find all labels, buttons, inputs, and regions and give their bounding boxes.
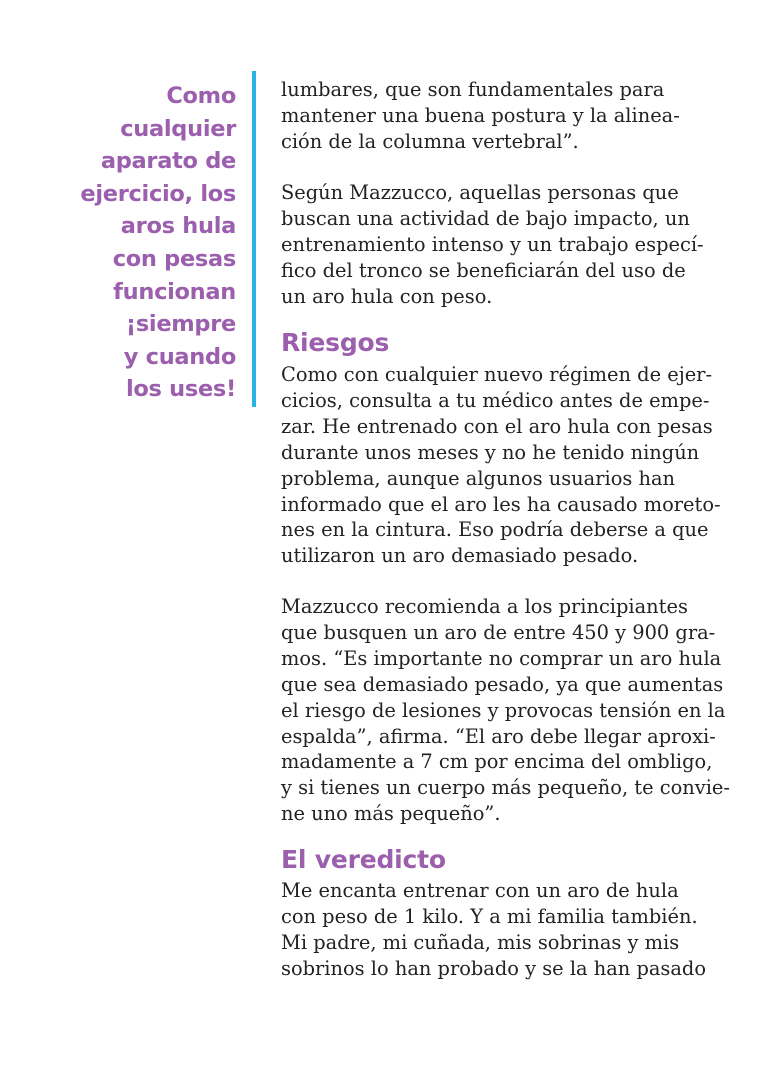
paragraph-mazzucco-recomienda: [281, 594, 730, 827]
text-line: cicios, consulta a tu médico antes de empe-: [281, 388, 710, 412]
text-line: ne uno más pequeño”.: [281, 802, 501, 826]
pull-quote-line: y cuando: [123, 343, 236, 370]
text-line: espalda”, afirma. “El aro debe llegar aproxi-: [281, 724, 716, 748]
pull-quote-divider: [252, 71, 256, 407]
pull-quote-line: ejercicio, los: [80, 180, 236, 207]
text-line: Según Mazzucco, aquellas personas que: [281, 181, 679, 204]
paragraph-segun-mazzucco: [281, 180, 704, 310]
pull-quote-line: aros hula: [120, 213, 236, 240]
pull-quote-line: funcionan: [113, 278, 236, 305]
text-line: ción de la columna vertebral”.: [281, 129, 579, 153]
text-line: con peso de 1 kilo. Y a mi familia también.: [281, 904, 698, 928]
text-line: Me encanta entrenar con un aro de hula: [281, 879, 679, 902]
heading-riesgos: Riesgos: [281, 328, 390, 357]
text-line: lumbares, que son fundamentales para: [281, 78, 665, 101]
text-line: sobrinos lo han probado y se la han pasado: [281, 956, 707, 980]
text-line: informado que el aro les ha causado moreto-: [281, 492, 721, 516]
text-line: buscan una actividad de bajo impacto, un: [281, 206, 690, 230]
heading-el-veredicto: El veredicto: [281, 845, 446, 874]
text-line: durante unos meses y no he tenido ningún: [281, 440, 700, 464]
paragraph-veredicto: [281, 878, 706, 982]
text-line: nes en la cintura. Eso podría deberse a que: [281, 518, 709, 542]
text-line: y si tienes un cuerpo más pequeño, te convie-: [281, 776, 730, 800]
text-line: fico del tronco se beneficiarán del uso de: [281, 258, 686, 282]
pull-quote-line: aparato de: [100, 148, 236, 175]
text-line: zar. He entrenado con el aro hula con pesas: [281, 414, 713, 438]
text-line: el riesgo de lesiones y provocas tensión en la: [281, 698, 726, 722]
text-line: Mi padre, mi cuñada, mis sobrinas y mis: [281, 930, 680, 954]
paragraph-lumbares: [281, 77, 680, 155]
text-line: utilizaron un aro demasiado pesado.: [281, 544, 639, 568]
text-line: madamente a 7 cm por encima del ombligo,: [281, 750, 713, 774]
text-line: que busquen un aro de entre 450 y 900 gra-: [281, 620, 716, 644]
pull-quote-line: ¡siempre: [125, 311, 236, 338]
text-line: Mazzucco recomienda a los principiantes: [281, 595, 688, 618]
text-line: mantener una buena postura y la alinea-: [281, 103, 680, 127]
text-line: que sea demasiado pesado, ya que aumentas: [281, 672, 724, 696]
pull-quote-line: con pesas: [112, 245, 236, 272]
pull-quote: [60, 80, 236, 406]
text-line: entrenamiento intenso y un trabajo especí-: [281, 232, 704, 256]
pull-quote-line: los uses!: [125, 376, 236, 403]
text-line: un aro hula con peso.: [281, 284, 493, 308]
text-line: mos. “Es importante no comprar un aro hula: [281, 646, 722, 670]
paragraph-riesgos: [281, 362, 721, 569]
pull-quote-line: Como: [166, 83, 236, 109]
text-line: Como con cualquier nuevo régimen de ejer-: [281, 363, 712, 386]
pull-quote-line: cualquier: [120, 115, 236, 142]
text-line: problema, aunque algunos usuarios han: [281, 466, 676, 490]
